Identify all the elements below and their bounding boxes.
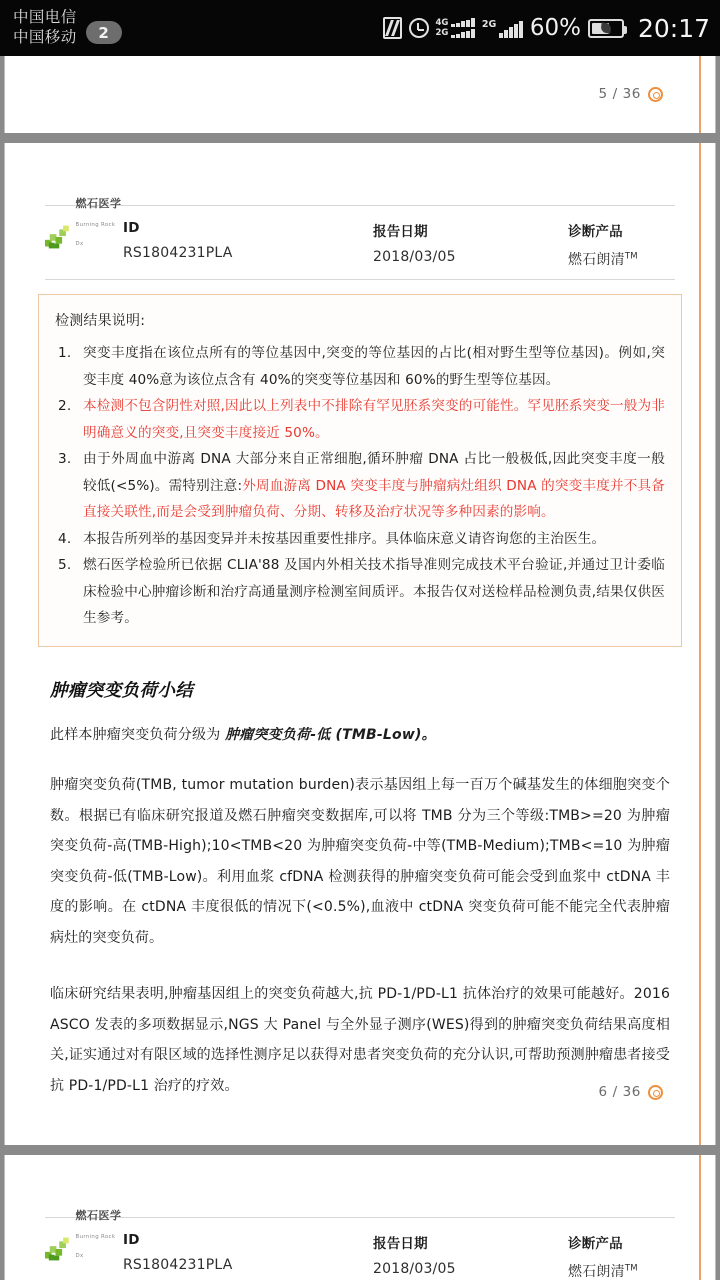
report-field-id-value: RS1804231PLA	[123, 1257, 233, 1273]
report-field-id	[123, 220, 373, 261]
battery-percent-label: 60%	[529, 15, 581, 41]
signal-sim1-label-top: 4G	[435, 17, 449, 28]
pdf-page-next[interactable]	[4, 1155, 716, 1280]
tmb-grade-prefix: 此样本肿瘤突变负荷分级为	[50, 726, 226, 743]
report-field-id-value: RS1804231PLA	[123, 245, 233, 261]
note-item-5: 燃石医学检验所已依据 CLIA'88 及国内外相关技术指导准则完成技术平台验证,并通过卫计委临床检验中心肿瘤诊断和治疗高通量测序检测室间质评。本报告仅对送检样品检测负责,结果仅供医生参考。	[83, 557, 665, 626]
note-item-4: 本报告所列举的基因变异并未按基因重要性排序。具体临床意义请咨询您的主治医生。	[83, 530, 606, 547]
page-indicator-previous	[599, 86, 664, 102]
report-field-date-value: 2018/03/05	[373, 1261, 456, 1277]
note-item-3	[55, 446, 665, 526]
report-field-product	[568, 1232, 638, 1280]
page-indicator-label: 5 / 36	[598, 86, 641, 102]
status-bar	[0, 0, 720, 56]
tmb-paragraph-1: 肿瘤突变负荷(TMB, tumor mutation burden)表示基因组上每一百万个碱基发生的体细胞突变个数。根据已有临床研究报道及燃石肿瘤突变数据库,可以将 TMB 分为三个等级:TMB>=20 为肿瘤突变负荷-高(TMB-High);10<TMB<20 为肿瘤突变负荷-中等(TMB-Medium);TMB<=10 为肿瘤突变负荷-低(TMB-Low)。利用血浆 cfDNA 检测获得的肿瘤突变负荷可能会受到血浆中 ctDNA 丰度的影响。在 ctDNA 丰度很低的情况下(<0.5%),血液中 ctDNA 突变负荷可能不能完全代表肿瘤病灶的突变负荷。	[50, 777, 670, 946]
signal-sim2-label: 2G	[481, 19, 497, 30]
brand-squares-icon	[45, 1237, 74, 1261]
page-separator	[0, 133, 716, 143]
trademark-mark: TM	[624, 251, 638, 262]
brand-name-en: Burning Rock Dx	[75, 1234, 116, 1259]
brand-logo	[45, 1209, 123, 1261]
carrier-2-label: 中国移动	[13, 28, 77, 46]
trademark-mark: TM	[624, 1263, 638, 1274]
nfc-icon	[383, 17, 402, 39]
report-field-product-label: 诊断产品	[568, 1236, 623, 1252]
tmb-grade-sentence	[50, 722, 670, 749]
note-item-1: 突变丰度指在该位点所有的等位基因中,突变的等位基因的占比(相对野生型等位基因)。例如,突变丰度 40%意为该位点含有 40%的突变等位基因和 60%的野生型等位基因。	[83, 345, 665, 388]
brand-logo-mark	[45, 1209, 123, 1261]
page-indicator-current	[599, 1084, 664, 1100]
report-field-product	[568, 220, 638, 269]
report-field-date-label: 报告日期	[373, 1236, 428, 1252]
signal-sim1-icon	[436, 18, 475, 39]
report-header	[45, 197, 675, 280]
carrier-group	[13, 8, 122, 47]
result-notes-title: 检测结果说明:	[55, 313, 146, 329]
brand-name-en: Burning Rock Dx	[75, 222, 116, 247]
carrier-names	[13, 8, 77, 47]
page-indicator-label: 6 / 36	[598, 1084, 641, 1100]
carrier-1-label: 中国电信	[13, 8, 77, 27]
report-field-id-label: ID	[123, 1232, 140, 1248]
product-name: 燃石朗清	[568, 1264, 625, 1280]
brand-logo	[45, 197, 123, 249]
report-field-product-value	[568, 1261, 638, 1280]
result-notes-list	[55, 340, 665, 632]
note-item-3-black: 由于外周血中游离 DNA 大部分来自正常细胞,循环肿瘤 DNA 占比一般极低,因此突变丰度一般较低(<5%)。需特别注意:	[83, 451, 665, 494]
sim-count-badge: 2	[86, 21, 122, 44]
result-notes-box	[38, 294, 682, 647]
page-margin-rule	[699, 143, 701, 1145]
pdf-page-previous[interactable]	[4, 56, 716, 133]
note-item-2: 本检测不包含阴性对照,因此以上列表中不排除有罕见胚系突变的可能性。罕见胚系突变一般为非明确意义的突变,且突变丰度接近 50%。	[83, 398, 665, 441]
powersave-leaf-icon	[600, 22, 611, 33]
signal-sim2-icon	[482, 18, 523, 38]
document-viewer[interactable]	[0, 56, 720, 1280]
tmb-paragraph-2: 临床研究结果表明,肿瘤基因组上的突变负荷越大,抗 PD-1/PD-L1 抗体治疗的效果可能越好。2016 ASCO 发表的多项数据显示,NGS 大 Panel 与全外显子测序(WES)得到的肿瘤突变负荷结果高度相关,证实通过对有限区域的选择性测序足以获得对患者突变负荷的充分认识,可帮助预测肿瘤患者接受抗 PD-1/PD-L1 治疗的疗效。	[50, 986, 670, 1094]
report-field-id	[123, 1232, 373, 1273]
report-field-id-label: ID	[123, 220, 140, 236]
brand-name-cn: 燃石医学	[75, 1209, 122, 1222]
pdf-page-current[interactable]	[4, 143, 716, 1145]
report-field-date-label: 报告日期	[373, 224, 428, 240]
report-field-date	[373, 1232, 568, 1277]
tmb-section-heading: 肿瘤突变负荷小结	[50, 680, 194, 701]
report-header	[45, 1209, 675, 1280]
status-icons	[383, 14, 711, 43]
report-field-product-label: 诊断产品	[568, 224, 623, 240]
report-field-date	[373, 220, 568, 265]
page-margin-rule	[699, 1155, 701, 1280]
report-field-date-value: 2018/03/05	[373, 249, 456, 265]
note-item-3-red: 外周血游离 DNA 突变丰度与肿瘤病灶组织 DNA 的突变丰度并不具备直接关联性,而是会受到肿瘤负荷、分期、转移及治疗状况等多种因素的影响。	[83, 477, 665, 520]
tmb-grade-value: 肿瘤突变负荷-低 (TMB-Low)。	[225, 726, 436, 743]
page-separator	[0, 1145, 716, 1155]
tmb-summary-section	[50, 677, 670, 1102]
brand-logo-mark	[45, 197, 123, 249]
brand-name-cn: 燃石医学	[75, 197, 122, 210]
product-name: 燃石朗清	[568, 252, 625, 268]
battery-icon	[588, 19, 624, 38]
watermark-ring-icon	[648, 87, 663, 102]
brand-squares-icon	[45, 225, 74, 249]
report-field-product-value	[568, 249, 638, 269]
page-margin-rule	[699, 56, 701, 133]
clock-label: 20:17	[637, 13, 710, 43]
signal-sim1-label-bottom: 2G	[435, 28, 449, 38]
watermark-ring-icon	[648, 1085, 663, 1100]
alarm-icon	[409, 18, 429, 38]
